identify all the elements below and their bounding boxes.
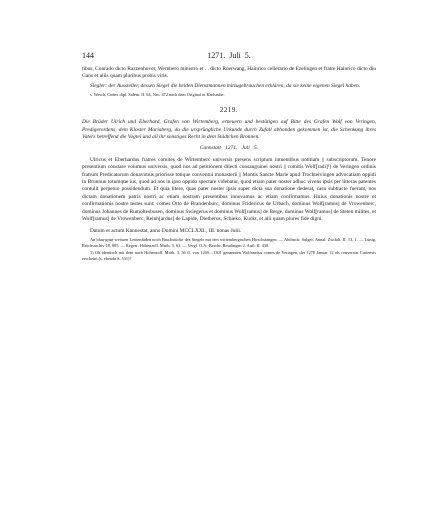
document-number: 2219. (219, 106, 239, 115)
source-note: s. Wesch, Codex dipl. Salem. II. 64, Nro. 472 nach dem Original in Karlsruhe. (90, 92, 225, 98)
document-dating: Cannstatt 1271. Juli 5. (199, 145, 259, 152)
seal-note: Siegler: der Aussteller, dessen Siegel die beiden Dienstmannen mitzugebrauchen erklären, da sie keine eigenen Siegel haben. (90, 82, 361, 89)
header-date: 1271. Juli 5. (207, 51, 251, 60)
continuation-paragraph: tibus, Conrado dicto Razzenhover, Wernhero ministro et . . dicto Roerwang, Hainrico cellerario de Ezelingen et fratre Hainrico dicto diu Gans et aliis quam pluribus probis viris. (82, 66, 376, 80)
document-regest: Die Brüder Ulrich und Eberhard, Grafen von Wirtemberg, erneuern und bestätigen auf Bitte des Grafen Wolf von Veringen, Predigerordens, dem Kloster Mariaberg, da die ursprüngliche Urkunde durch Zufall abhanden gekommen ist, die Schenkung ihres Vaters betreffend die Vogtei und all ihr sonstiges Recht in dem Städtchen Bronnen. (82, 119, 376, 141)
running-header (82, 50, 376, 62)
charter-text: Ulricus et Eberhardus fratres comites de Wirtemberc universis presens scriptum intuentibus notitiam || subscriptorum. Tenore presentium constare volumus universis, quod nos ad petitionem dilecti consanguinei nostri || comitis Wolf[radi]¹) de Veringen ordinis fratrum Predicatorum donavimus priorisse totique conventui monasterii || Montis Sancte Marie apud Trochtelvingen advocatiam oppidi in Brunnun totumque ius, quod ad nos in ipso oppido spectare videbatur, quod etiam pater noster adhuc vivens ipsis per litteras patentes contulit perpetuo possidendum. Et quia litere, quas pater noster ipsis super dicta sua donatione dederat, casu subtracte fuerant, nos dictam donationem patris nostri ac etiam nostram presentibus innovamus ac etiam confirmamus. Huius donationis nostre et confirmationis nostre testes sunt: comes Otto de Brandenburc, dominus Fridericus de Urbach, dominus Wolf[ramus] de Vrowenberc, dominus Johannes de Rumoltesbusen, dominus Swiegerus et dominus Wolf[ramus] de Berge, dominus Wolf[ramus] de Steten milites, et Wolf[ramus] de Vrowenberc, Reinh[ardus] de Lapide, Dietherus, Schieko, Kudiz, et alii quam plures fide digni. (82, 156, 376, 223)
charter-closing: Datum et actum Kannestat, anno Domini MCCLXXI., III. nonas Julii. (90, 227, 242, 234)
book-page (82, 50, 376, 262)
footnote-1: 1) Ob identisch mit dem nach Hohenzoll. Mitth. 3, 56 ff. von 1269—1301 genannten Wolfrandus comes de Veringen, der 1278 Januar 12 als conversus Curiensis erscheint (s. ebenda S. 531)? (82, 249, 376, 261)
page-number: 144 (82, 51, 94, 60)
footnote-seal-editions: An blau-grün-weissen Leinenfäden noch Bruchstücke des Siegels mit den wirtembergischen Hirschstangen. — Abdruck: Sulger, Annal. Zwifalt. II. 13, 1. — Lünig, Reichsarchiv 18, 805. — Regest: Hohenzoll. Mitth. 3, 63. — Vergl. O.A.-Beschr. Reutlingen 2. Aufl. II. 430. (82, 236, 376, 248)
